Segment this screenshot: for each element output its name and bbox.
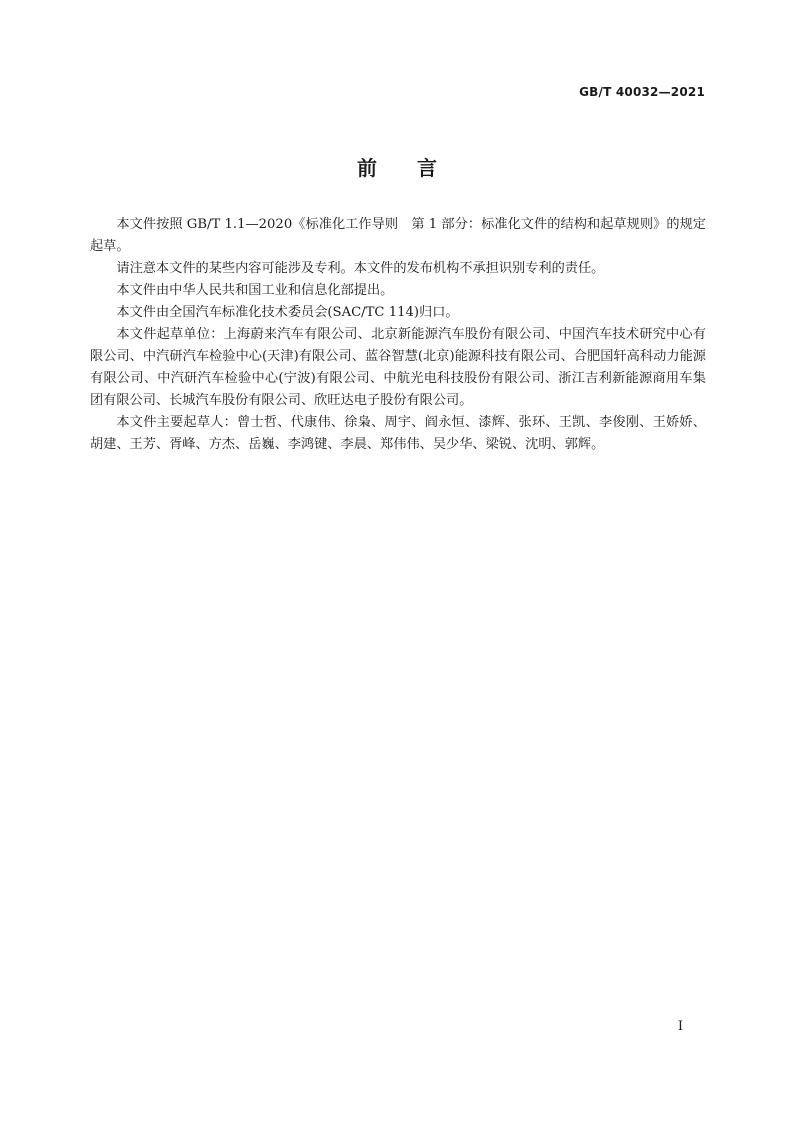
paragraph-under-jurisdiction: 本文件由全国汽车标准化技术委员会(SAC/TC 114)归口。 bbox=[116, 305, 459, 320]
paragraph-drafting-rules: 本文件按照 GB/T 1.1—2020《标准化工作导则 第 1 部分：标准化文件的结构和起草规则》的规定起草。 bbox=[90, 217, 706, 254]
standard-code: GB/T 40032—2021 bbox=[579, 85, 705, 99]
paragraph-drafting-organizations: 本文件起草单位：上海蔚来汽车有限公司、北京新能源汽车股份有限公司、中国汽车技术研究中心有限公司、中汽研汽车检验中心(天津)有限公司、蓝谷智慧(北京)能源科技有限公司、合肥国轩高科动力能源有限公司、中汽研汽车检验中心(宁波)有限公司、中航光电科技股份有限公司、浙江吉利新能源商用车集团有限公司、长城汽车股份有限公司、欣旺达电子股份有限公司。 bbox=[90, 327, 706, 408]
page-title: 前 言 bbox=[357, 156, 437, 180]
paragraph-main-drafters: 本文件主要起草人：曾士哲、代康伟、徐枭、周宇、阎永恒、漆辉、张环、王凯、李俊刚、王娇娇、胡建、王芳、胥峰、方杰、岳巍、李鸿键、李晨、郑伟伟、吴少华、梁锐、沈明、郭辉。 bbox=[90, 415, 706, 452]
foreword-body bbox=[90, 214, 706, 456]
page-number: I bbox=[677, 1019, 683, 1034]
paragraph-proposed-by: 本文件由中华人民共和国工业和信息化部提出。 bbox=[116, 283, 394, 298]
paragraph-patent-notice: 请注意本文件的某些内容可能涉及专利。本文件的发布机构不承担识别专利的责任。 bbox=[116, 261, 605, 276]
